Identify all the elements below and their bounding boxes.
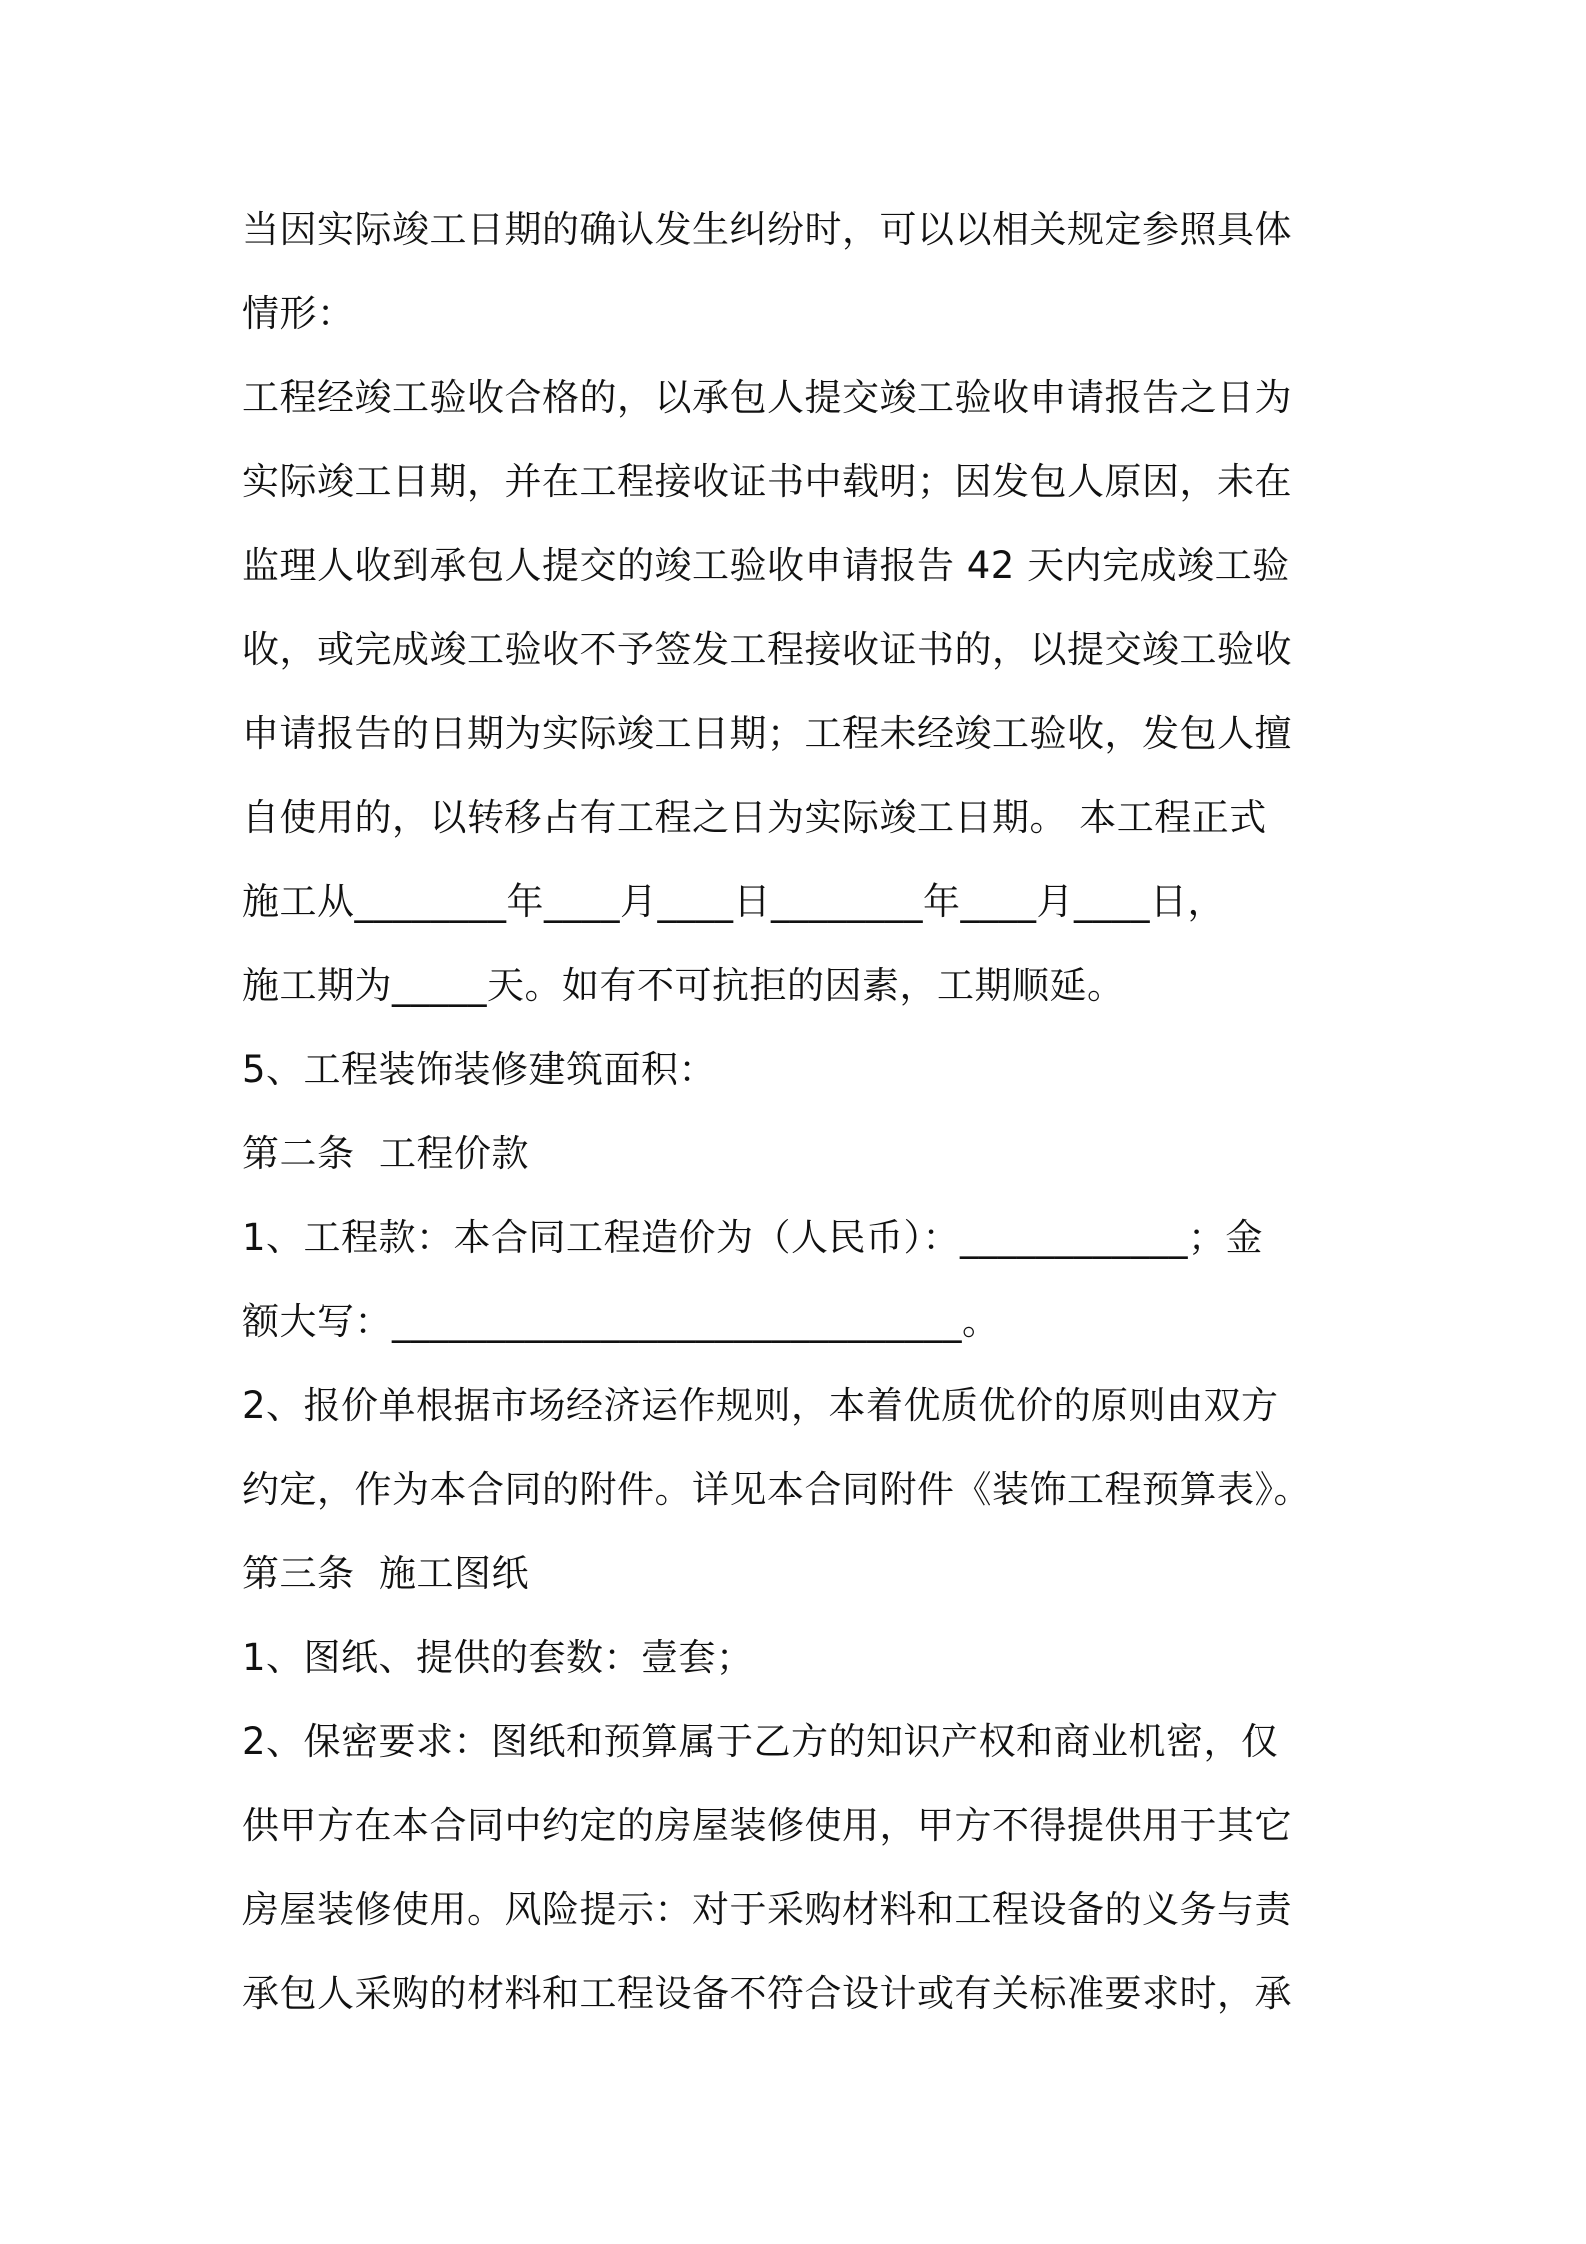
text-line: 情形： (242, 292, 355, 335)
text-line: 房屋装修使用。风险提示：对于采购材料和工程设备的义务与责 (242, 1888, 1292, 1931)
construction-duration-line: 施工期为_____天。如有不可抗拒的因素，工期顺延。 (242, 964, 1125, 1007)
article-2-heading: 第二条 工程价款 (242, 1132, 530, 1175)
text-line: 收，或完成竣工验收不予签发工程接收证书的，以提交竣工验收 (242, 628, 1292, 671)
contract-text (242, 188, 1352, 2036)
decoration-area-line: 5、工程装饰装修建筑面积： (242, 1048, 717, 1091)
article-3-heading: 第三条 施工图纸 (242, 1552, 530, 1595)
drawing-sets-line: 1、图纸、提供的套数：壹套； (242, 1636, 754, 1679)
contract-price-line: 1、工程款：本合同工程造价为（人民币）：____________；金 (242, 1216, 1264, 1259)
text-line: 供甲方在本合同中约定的房屋装修使用，甲方不得提供用于其它 (242, 1804, 1292, 1847)
text-line: 2、报价单根据市场经济运作规则，本着优质优价的原则由双方 (242, 1384, 1279, 1427)
amount-in-words-line: 额大写：______________________________。 (242, 1300, 1000, 1343)
construction-period-line: 施工从________年____月____日________年____月____日， (242, 880, 1225, 923)
text-line: 监理人收到承包人提交的竣工验收申请报告 42 天内完成竣工验 (242, 544, 1290, 587)
text-line: 自使用的，以转移占有工程之日为实际竣工日期。 本工程正式 (242, 796, 1267, 839)
text-line: 2、保密要求：图纸和预算属于乙方的知识产权和商业机密，仅 (242, 1720, 1279, 1763)
text-line: 工程经竣工验收合格的，以承包人提交竣工验收申请报告之日为 (242, 376, 1292, 419)
text-line: 实际竣工日期，并在工程接收证书中载明；因发包人原因，未在 (242, 460, 1292, 503)
text-line: 约定，作为本合同的附件。详见本合同附件《装饰工程预算表》。 (242, 1468, 1311, 1511)
text-line: 承包人采购的材料和工程设备不符合设计或有关标准要求时，承 (242, 1972, 1292, 2015)
text-line: 当因实际竣工日期的确认发生纠纷时，可以以相关规定参照具体 (242, 208, 1292, 251)
text-line: 申请报告的日期为实际竣工日期；工程未经竣工验收，发包人擅 (242, 712, 1292, 755)
